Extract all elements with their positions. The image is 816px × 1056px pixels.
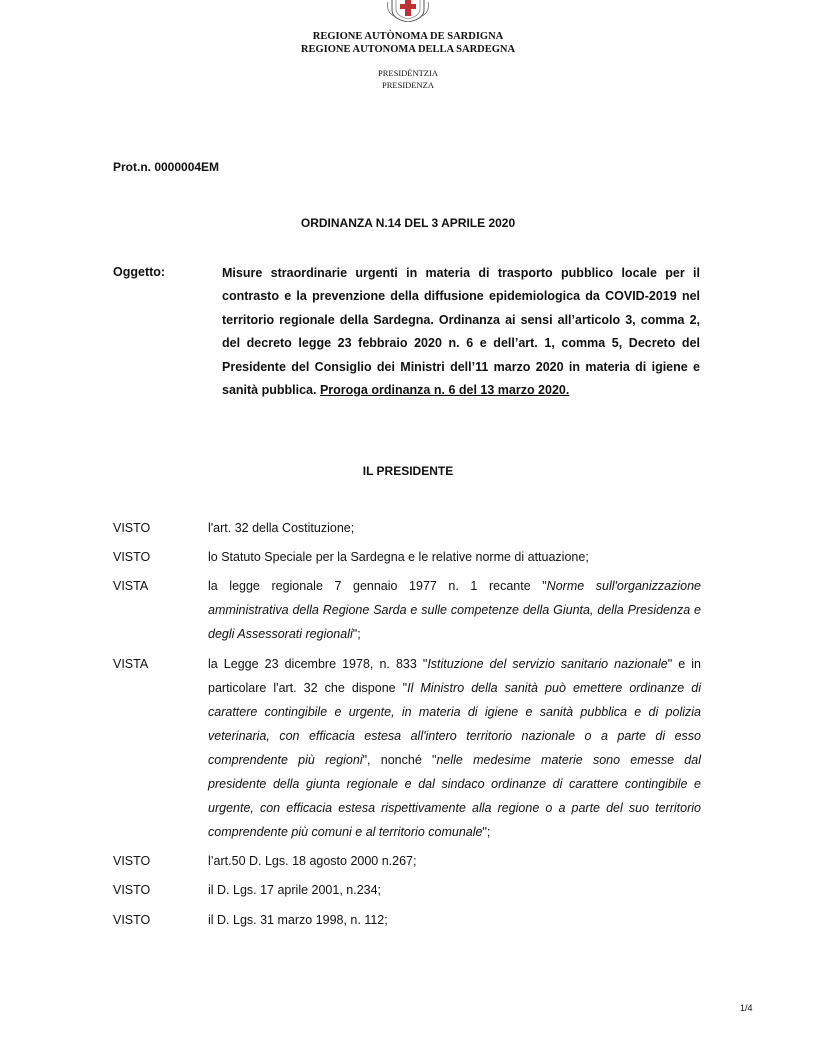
- recital-row: [113, 574, 701, 646]
- recital-label: VISTA: [113, 579, 149, 593]
- recital-label: VISTO: [113, 854, 151, 868]
- protocol-number: Prot.n. 0000004EM: [113, 160, 220, 174]
- letterhead-region: [0, 30, 816, 56]
- ordinance-title: ORDINANZA N.14 DEL 3 APRILE 2020: [300, 216, 516, 230]
- recital-text: [208, 574, 701, 646]
- letterhead-office: [0, 67, 816, 91]
- recital-row: [113, 878, 701, 902]
- recital-text: il D. Lgs. 31 marzo 1998, n. 112;: [208, 913, 388, 927]
- subject-text: [222, 262, 700, 402]
- recital-text-pre: la legge regionale 7 gennaio 1977 n. 1 recante ": [208, 579, 547, 593]
- recital-text: lo Statuto Speciale per la Sardegna e le relative norme di attuazione;: [208, 550, 589, 564]
- recital-text: l'art. 32 della Costituzione;: [208, 521, 355, 535]
- office-italian: PRESIDENZA: [382, 80, 434, 90]
- recital-label: VISTA: [113, 657, 149, 671]
- recital-label: VISTO: [113, 913, 151, 927]
- office-sardinian: PRESIDÈNTZIA: [378, 68, 438, 78]
- recital-row: [113, 652, 701, 844]
- recital-text-mid: ", nonché ": [362, 753, 437, 767]
- recital-label: VISTO: [113, 550, 151, 564]
- region-sardinian: REGIONE AUTÒNOMA DE SARDIGNA: [312, 31, 504, 42]
- recital-row: [113, 545, 701, 569]
- recital-quote: Norme sull'organizzazione amministrativa della Regione Sarda e sulle competenze della Giunta, della Presidenza e degli Assessorati regionali: [208, 579, 701, 641]
- recital-quote: Il Ministro della sanità può emettere ordinanze di carattere contingibile e urgente, in materia di igiene e sanità pubblica e di polizia veterinaria, con efficacia estesa all'intero territorio nazionale o a parte di esso comprendente più regioni: [208, 681, 701, 767]
- recital-quote: Istituzione del servizio sanitario nazionale: [427, 657, 668, 671]
- recital-quote: nelle medesime materie sono emesse dal presidente della giunta regionale e dal sindaco ordinanze di carattere contingibile e urgente, con efficacia estesa rispettivamente alla regione o a parte del suo territorio comprendente più comuni e al territorio comunale: [208, 753, 701, 839]
- page-number: 1/4: [740, 1003, 753, 1013]
- recital-row: [113, 516, 701, 540]
- recital-text: l’art.50 D. Lgs. 18 agosto 2000 n.267;: [208, 854, 417, 868]
- recital-text-mid: " e in particolare l'art. 32 che dispone ": [208, 657, 701, 695]
- recital-label: VISTO: [113, 883, 151, 897]
- recital-text-pre: la Legge 23 dicembre 1978, n. 833 ": [208, 657, 428, 671]
- subject-label: Oggetto:: [113, 265, 166, 279]
- coat-of-arms-emblem: [386, 0, 430, 22]
- subject-body: Misure straordinarie urgenti in materia di trasporto pubblico locale per il contrasto e la prevenzione della diffusione epidemiologica da COVID-2019 nel territorio regionale della Sardegna. Ordinanza ai sensi all’articolo 3, comma 2, del decreto legge 23 febbraio 2020 n. 6 e dell’art. 1, comma 5, Decreto del Presidente del Consiglio dei Ministri dell’11 marzo 2020 in materia di igiene e sanità pubblica.: [222, 266, 700, 398]
- recital-row: [113, 849, 701, 873]
- recital-text-post: ";: [482, 825, 491, 839]
- recital-text-post: ";: [352, 627, 361, 641]
- recital-row: [113, 908, 701, 932]
- issuer-heading: IL PRESIDENTE: [362, 464, 454, 478]
- region-italian: REGIONE AUTONOMA DELLA SARDEGNA: [300, 44, 516, 55]
- recital-text: il D. Lgs. 17 aprile 2001, n.234;: [208, 883, 382, 897]
- subject-extension: Proroga ordinanza n. 6 del 13 marzo 2020.: [319, 383, 570, 398]
- recital-text: [208, 652, 701, 844]
- recital-label: VISTO: [113, 521, 151, 535]
